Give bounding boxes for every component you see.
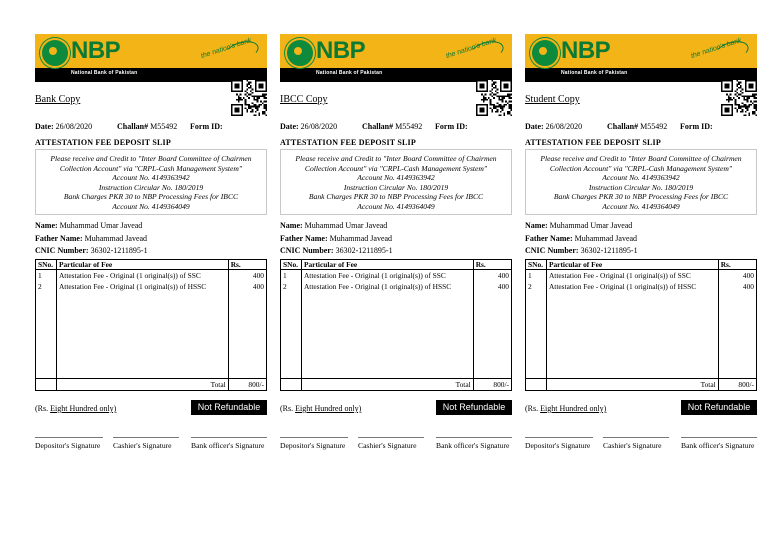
instruction-line: Account No. 4149364049 <box>357 201 435 211</box>
fee-row-number: 1 <box>526 270 547 282</box>
amount-in-words <box>525 404 606 413</box>
depositor-signature-label: Depositor's Signature <box>35 441 101 450</box>
nbp-banner <box>280 34 512 82</box>
fee-row-number: 2 <box>526 281 547 292</box>
cashier-signature-label: Cashier's Signature <box>603 441 662 450</box>
bank-tagline: the nation's bank <box>690 37 743 60</box>
header-rs: Rs. <box>228 260 266 270</box>
fee-table <box>525 259 757 391</box>
cnic-row <box>525 246 638 255</box>
fee-row <box>526 281 757 292</box>
total-label: Total <box>301 379 473 391</box>
father-name-row <box>35 234 147 243</box>
total-label: Total <box>546 379 718 391</box>
depositor-signature-line <box>35 437 103 438</box>
fee-row-particular: Attestation Fee - Original (1 original(s)) of HSSC <box>546 281 718 292</box>
cashier-signature-label: Cashier's Signature <box>113 441 172 450</box>
header-particular: Particular of Fee <box>56 260 228 270</box>
date-value: 26/08/2020 <box>545 122 583 131</box>
father-name-row <box>525 234 637 243</box>
cnic-label: CNIC Number: <box>280 246 334 255</box>
instruction-line: Bank Charges PKR 30 to NBP Processing Fees for IBCC <box>63 192 239 202</box>
not-refundable-badge: Not Refundable <box>681 400 757 415</box>
father-name-label: Father Name: <box>280 234 328 243</box>
bank-officer-signature-line <box>681 437 757 438</box>
date-label: Date: <box>280 122 299 131</box>
instructions-text <box>285 154 507 212</box>
bank-tagline: the nation's bank <box>200 37 253 60</box>
copy-title: Bank Copy <box>35 94 81 105</box>
depositor-signature-label: Depositor's Signature <box>280 441 346 450</box>
qr-code-icon <box>721 80 757 116</box>
fee-row-amount: 400 <box>473 270 511 282</box>
deposit-slip <box>525 34 757 454</box>
bank-officer-signature-line <box>191 437 267 438</box>
header-rs: Rs. <box>473 260 511 270</box>
fee-table-header <box>526 260 757 270</box>
rs-prefix: (Rs. <box>35 404 49 413</box>
instruction-line: Collection Account" via "CRPL-Cash Management System" <box>304 163 488 173</box>
fee-row <box>36 270 267 282</box>
challan-label: Challan# <box>117 122 149 131</box>
fee-row <box>281 270 512 282</box>
cnic-value: 36302-1211895-1 <box>580 246 638 255</box>
challan-label: Challan# <box>607 122 639 131</box>
fee-row-particular: Attestation Fee - Original (1 original(s)) of SSC <box>301 270 473 282</box>
instructions-box <box>35 149 267 215</box>
qr-code-icon <box>231 80 267 116</box>
instruction-line: Instruction Circular No. 180/2019 <box>98 182 204 192</box>
fee-row-amount: 400 <box>228 281 266 292</box>
slip-heading: ATTESTATION FEE DEPOSIT SLIP <box>35 138 171 147</box>
nbp-logo-text: NBP <box>316 37 366 64</box>
father-name-label: Father Name: <box>525 234 573 243</box>
cashier-signature-label: Cashier's Signature <box>358 441 417 450</box>
instructions-box <box>525 149 757 215</box>
fee-table-blank-area <box>526 292 757 379</box>
name-value: Muhammad Umar Javead <box>549 221 633 230</box>
header-sno: SNo. <box>36 260 57 270</box>
form-id-label: Form ID: <box>680 122 713 131</box>
form-id-label: Form ID: <box>435 122 468 131</box>
cashier-signature-line <box>358 437 424 438</box>
fee-total-row <box>36 379 267 391</box>
instruction-line: Account No. 4149364049 <box>112 201 190 211</box>
bank-full-name: National Bank of Pakistan <box>71 70 138 76</box>
rs-prefix: (Rs. <box>525 404 539 413</box>
header-sno: SNo. <box>526 260 547 270</box>
name-label: Name: <box>280 221 303 230</box>
depositor-name-row <box>280 221 387 230</box>
fee-row <box>526 270 757 282</box>
instruction-line: Account No. 4149363942 <box>112 173 190 183</box>
bank-full-name: National Bank of Pakistan <box>561 70 628 76</box>
amount-in-words <box>280 404 361 413</box>
nbp-logo-text: NBP <box>561 37 611 64</box>
header-sno: SNo. <box>281 260 302 270</box>
copy-title: Student Copy <box>525 94 580 105</box>
cnic-label: CNIC Number: <box>525 246 579 255</box>
instructions-text <box>40 154 262 212</box>
fee-row-number: 1 <box>281 270 302 282</box>
bank-tagline: the nation's bank <box>445 37 498 60</box>
fee-row-amount: 400 <box>473 281 511 292</box>
instruction-line: Collection Account" via "CRPL-Cash Management System" <box>59 163 243 173</box>
depositor-signature-line <box>280 437 348 438</box>
instruction-line: Bank Charges PKR 30 to NBP Processing Fees for IBCC <box>553 192 729 202</box>
name-value: Muhammad Umar Javead <box>59 221 143 230</box>
depositor-name-row <box>525 221 632 230</box>
instruction-line: Please receive and Credit to "Inter Board Committee of Chairmen <box>50 154 252 163</box>
father-name-label: Father Name: <box>35 234 83 243</box>
depositor-name-row <box>35 221 142 230</box>
nbp-logo-icon <box>285 38 315 68</box>
challan-label: Challan# <box>362 122 394 131</box>
total-value: 800/- <box>473 379 511 391</box>
instruction-line: Instruction Circular No. 180/2019 <box>588 182 694 192</box>
depositor-signature-label: Depositor's Signature <box>525 441 591 450</box>
cnic-value: 36302-1211895-1 <box>335 246 393 255</box>
fee-table-header <box>281 260 512 270</box>
total-value: 800/- <box>228 379 266 391</box>
name-label: Name: <box>35 221 58 230</box>
father-name-value: Muhammad Javead <box>574 234 638 243</box>
deposit-slip <box>35 34 267 454</box>
challan-value: M55492 <box>640 122 668 131</box>
header-rs: Rs. <box>718 260 756 270</box>
instruction-line: Account No. 4149363942 <box>357 173 435 183</box>
date-value: 26/08/2020 <box>55 122 93 131</box>
fee-row-number: 2 <box>36 281 57 292</box>
fee-table-header <box>36 260 267 270</box>
challan-value: M55492 <box>150 122 178 131</box>
bank-officer-signature-label: Bank officer's Signature <box>191 441 265 450</box>
fee-row <box>36 281 267 292</box>
fee-row-amount: 400 <box>228 270 266 282</box>
header-particular: Particular of Fee <box>546 260 718 270</box>
fee-total-row <box>526 379 757 391</box>
header-particular: Particular of Fee <box>301 260 473 270</box>
date-label: Date: <box>525 122 544 131</box>
cashier-signature-line <box>603 437 669 438</box>
copy-title: IBCC Copy <box>280 94 328 105</box>
nbp-logo-text: NBP <box>71 37 121 64</box>
bank-officer-signature-label: Bank officer's Signature <box>681 441 755 450</box>
deposit-slip <box>280 34 512 454</box>
date-value: 26/08/2020 <box>300 122 338 131</box>
nbp-banner <box>525 34 757 82</box>
bank-full-name: National Bank of Pakistan <box>316 70 383 76</box>
instruction-line: Instruction Circular No. 180/2019 <box>343 182 449 192</box>
fee-total-row <box>281 379 512 391</box>
cnic-label: CNIC Number: <box>35 246 89 255</box>
form-id-label: Form ID: <box>190 122 223 131</box>
father-name-value: Muhammad Javead <box>84 234 148 243</box>
fee-row-particular: Attestation Fee - Original (1 original(s)) of HSSC <box>301 281 473 292</box>
fee-row <box>281 281 512 292</box>
fee-row-amount: 400 <box>718 281 756 292</box>
cnic-row <box>280 246 393 255</box>
slip-heading: ATTESTATION FEE DEPOSIT SLIP <box>280 138 416 147</box>
amount-words-text: Eight Hundred only) <box>50 404 117 413</box>
bank-officer-signature-line <box>436 437 512 438</box>
nbp-logo-icon <box>40 38 70 68</box>
instructions-text <box>530 154 752 212</box>
fee-row-number: 1 <box>36 270 57 282</box>
name-label: Name: <box>525 221 548 230</box>
instruction-line: Collection Account" via "CRPL-Cash Management System" <box>549 163 733 173</box>
slip-heading: ATTESTATION FEE DEPOSIT SLIP <box>525 138 661 147</box>
amount-words-text: Eight Hundred only) <box>295 404 362 413</box>
father-name-row <box>280 234 392 243</box>
father-name-value: Muhammad Javead <box>329 234 393 243</box>
fee-table-blank-area <box>36 292 267 379</box>
fee-table-blank-area <box>281 292 512 379</box>
date-label: Date: <box>35 122 54 131</box>
total-label: Total <box>56 379 228 391</box>
total-value: 800/- <box>718 379 756 391</box>
fee-row-particular: Attestation Fee - Original (1 original(s)) of HSSC <box>56 281 228 292</box>
fee-table <box>280 259 512 391</box>
bank-officer-signature-label: Bank officer's Signature <box>436 441 510 450</box>
instruction-line: Account No. 4149363942 <box>602 173 680 183</box>
instruction-line: Please receive and Credit to "Inter Board Committee of Chairmen <box>295 154 497 163</box>
nbp-logo-icon <box>530 38 560 68</box>
cnic-value: 36302-1211895-1 <box>90 246 148 255</box>
amount-words-text: Eight Hundred only) <box>540 404 607 413</box>
fee-row-amount: 400 <box>718 270 756 282</box>
nbp-banner <box>35 34 267 82</box>
fee-table <box>35 259 267 391</box>
instructions-box <box>280 149 512 215</box>
fee-row-particular: Attestation Fee - Original (1 original(s)) of SSC <box>546 270 718 282</box>
not-refundable-badge: Not Refundable <box>191 400 267 415</box>
challan-value: M55492 <box>395 122 423 131</box>
cnic-row <box>35 246 148 255</box>
fee-row-particular: Attestation Fee - Original (1 original(s)) of SSC <box>56 270 228 282</box>
fee-row-number: 2 <box>281 281 302 292</box>
cashier-signature-line <box>113 437 179 438</box>
rs-prefix: (Rs. <box>280 404 294 413</box>
depositor-signature-line <box>525 437 593 438</box>
instruction-line: Please receive and Credit to "Inter Board Committee of Chairmen <box>540 154 742 163</box>
qr-code-icon <box>476 80 512 116</box>
not-refundable-badge: Not Refundable <box>436 400 512 415</box>
name-value: Muhammad Umar Javead <box>304 221 388 230</box>
instruction-line: Bank Charges PKR 30 to NBP Processing Fees for IBCC <box>308 192 484 202</box>
instruction-line: Account No. 4149364049 <box>602 201 680 211</box>
amount-in-words <box>35 404 116 413</box>
